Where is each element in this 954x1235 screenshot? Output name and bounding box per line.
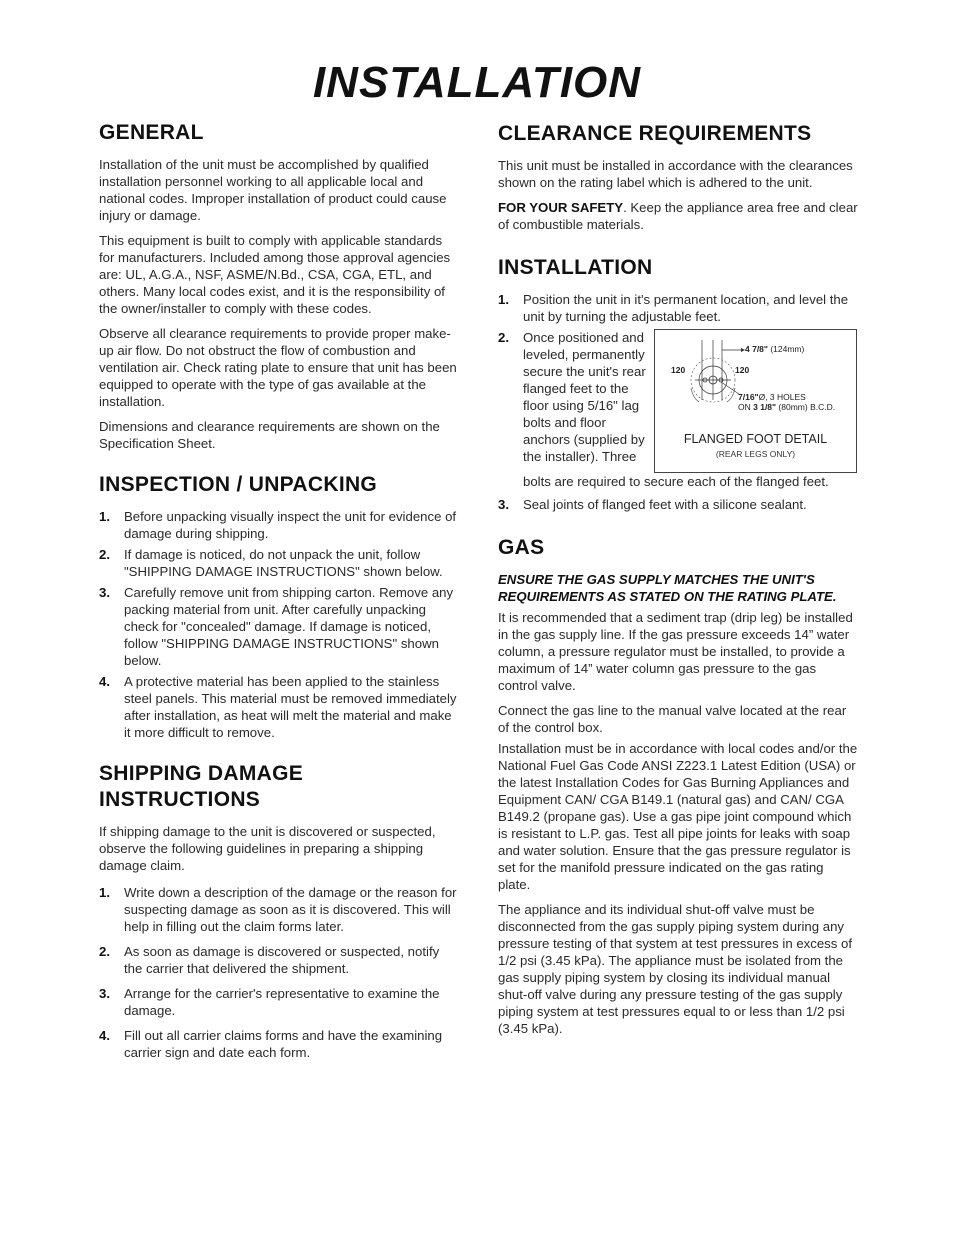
step-number: 2. [99,547,110,562]
hole-spec-line-1 [738,392,835,402]
general-paragraph-3: Observe all clearance requirements to provide proper make-up air flow. Do not obstruct the flow of combustion and ventilation air. Check rating plate to ensure that unit has been equipped to operate with the type of gas available at the installation. [99,326,457,409]
shipping-heading: SHIPPING DAMAGE INSTRUCTIONS [99,762,304,811]
step-number: 2. [99,944,110,959]
installation-section [498,255,858,513]
angle-label-right: 120 [735,365,750,375]
inspection-steps [99,508,459,741]
list-item [99,584,459,669]
dimension-value: 4 7/8" [745,344,768,354]
flanged-foot-detail-figure [654,329,857,473]
gas-paragraph-2: Connect the gas line to the manual valve located at the rear of the control box. [498,703,847,735]
step-number: 2. [498,330,509,345]
step-number: 4. [99,1028,110,1043]
hole-on: ON [738,402,754,412]
step-text: If damage is noticed, do not unpack the unit, follow "SHIPPING DAMAGE INSTRUCTIONS" shown below. [124,547,443,579]
step-text: Once positioned and leveled, permanently secure the unit's rear flanged feet to the floor using 5/16" lag bolts and floor anchors (supplied by the installer). Three [523,330,646,464]
gas-warning: ENSURE THE GAS SUPPLY MATCHES THE UNIT'S REQUIREMENTS AS STATED ON THE RATING PLATE. [498,572,837,604]
installation-steps-tail [498,496,858,513]
step-number: 4. [99,674,110,689]
gas-paragraph-4: The appliance and its individual shut-off valve must be disconnected from the gas supply piping system during any pressure testing of that system at test pressures in excess of 1/2 psi (3.45 kPa). The appliance must be isolated from the gas supply piping system by closing its individual manual shut-off valve during any pressure testing of the gas supply piping system at test pressures equal to or less than 1/2 psi (3.45 kPa). [498,902,853,1036]
list-item [99,673,459,741]
general-paragraph-2: This equipment is built to comply with applicable standards for manufacturers. Included among those approval agencies are: UL, A.G.A., NSF, ASME/N.Bd., CSA, CGA, ETL, and others. Many local codes exist, and it is the responsibility of the owner/installer to comply with these codes. [99,233,451,316]
right-column [498,121,858,1059]
bolt-circle-mm: (80mm) B.C.D. [776,402,836,412]
hole-count: Ø, 3 HOLES [758,392,806,402]
safety-label: FOR YOUR SAFETY [498,200,624,215]
dimension-label-top [745,344,804,354]
gas-heading: GAS [498,536,545,559]
general-heading: GENERAL [99,121,204,144]
bolt-circle-size: 3 1/8" [753,402,777,412]
step-number: 1. [99,509,110,524]
general-paragraph-1: Installation of the unit must be accomplished by qualified installation personnel working to all applicable local and national codes. Improper installation of product could cause injury or damage. [99,157,447,223]
hole-spec-label [738,392,835,412]
step-2-with-figure [498,329,858,473]
inspection-section [99,472,459,741]
general-section [99,120,459,452]
shipping-intro: If shipping damage to the unit is discovered or suspected, observe the following guidelines in preparing a shipping damage claim. [99,824,436,873]
step-text: Write down a description of the damage or the reason for suspecting damage as soon as it is discovered. This will help in filling out the claim forms later. [124,885,457,934]
gas-paragraph-3: Installation must be in accordance with local codes and/or the National Fuel Gas Code ANSI Z223.1 Latest Edition (USA) or the latest Installation Codes for Gas Burning Appliances and Equipment CAN/ CGA B149.1 (natural gas) and CAN/ CGA B149.2 (propane gas). Use a gas pipe joint compound which is resistant to L.P. gas. Test all pipe joints for leaks with soap and water solution. Ensure that the gas pressure regulator is set for the manifold pressure indicated on the gas rating plate. [498,741,858,892]
step-number: 3. [498,497,509,512]
gas-paragraph-1: It is recommended that a sediment trap (drip leg) be installed in the gas supply line. If the gas pressure exceeds 14” water column, a pressure regulator must be installed, to provide a maximum of 14” water column gas pressure to the gas control valve. [498,610,853,693]
page-title: INSTALLATION [312,58,642,107]
list-item [99,546,459,580]
clearance-paragraph: This unit must be installed in accordance with the clearances shown on the rating label which is adhered to the unit. [498,158,853,190]
list-item [99,943,459,977]
list-item [498,496,858,513]
step-text: Fill out all carrier claims forms and have the examining carrier sign and date each form. [124,1028,443,1060]
left-column [99,120,459,1083]
shipping-steps [99,884,459,1061]
step-text: A protective material has been applied to the stainless steel panels. This material must be removed immediately after installation, as heat will melt the material and make it more difficult to remove. [124,674,457,740]
figure-caption: FLANGED FOOT DETAIL [683,432,828,446]
step-text: Before unpacking visually inspect the unit for evidence of damage during shipping. [124,509,457,541]
step-text: Arrange for the carrier's representative to examine the damage. [124,986,440,1018]
dimension-mm: (124mm) [770,344,805,354]
angle-label-left: 120 [671,365,686,375]
step-number: 3. [99,585,110,600]
hole-size: 7/16" [738,392,759,402]
installation-heading: INSTALLATION [498,256,653,279]
list-item [99,985,459,1019]
figure-subcaption: (REAR LEGS ONLY) [715,449,796,459]
gas-section [498,535,858,1037]
clearance-section [498,121,858,233]
step-text: Seal joints of flanged feet with a silicone sealant. [523,497,807,512]
clearance-heading: CLEARANCE REQUIREMENTS [498,122,812,145]
list-item [99,884,459,935]
step-text: As soon as damage is discovered or suspected, notify the carrier that delivered the shipment. [124,944,440,976]
step-number: 1. [498,292,509,307]
inspection-heading: INSPECTION / UNPACKING [99,473,378,496]
step-number: 3. [99,986,110,1001]
installation-steps [498,291,858,325]
list-item [498,291,858,325]
safety-paragraph [498,199,858,233]
step-2-continued: bolts are required to secure each of the flanged feet. [523,474,829,489]
safety-text: . Keep the appliance area free and clear of combustible materials. [498,200,858,232]
general-paragraph-4: Dimensions and clearance requirements are shown on the Specification Sheet. [99,419,440,451]
list-item [99,508,459,542]
hole-spec-line-2 [738,402,835,412]
step-number: 1. [99,885,110,900]
step-text: Position the unit in it's permanent location, and level the unit by turning the adjustable feet. [523,292,849,324]
step-text: Carefully remove unit from shipping carton. Remove any packing material from unit. After carefully unpacking check for "concealed" damage. If damage is noticed, follow "SHIPPING DAMAGE INSTRUCTIONS" shown below. [124,585,454,668]
list-item [99,1027,459,1061]
shipping-section [99,761,459,1061]
